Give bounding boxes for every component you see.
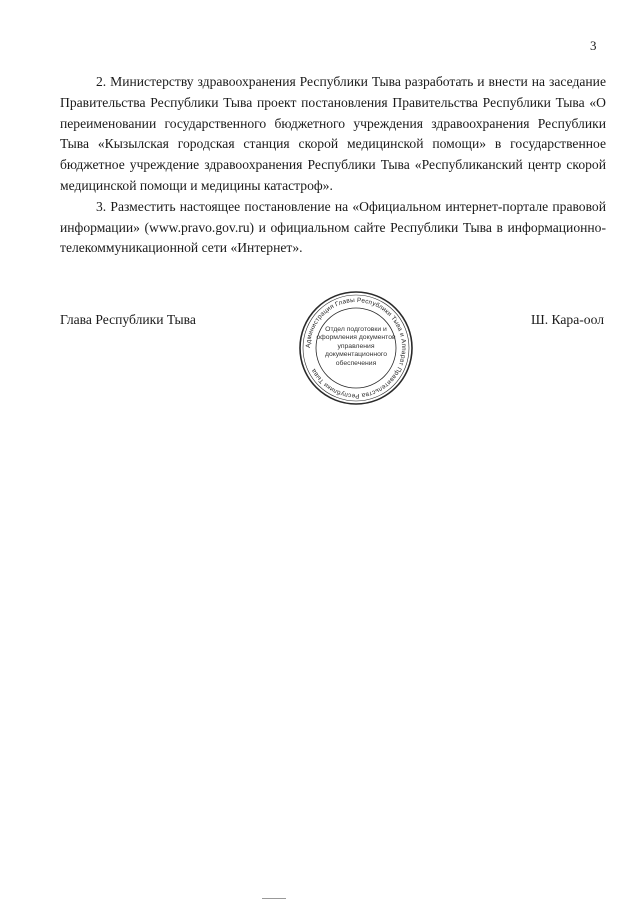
signer-title: Глава Республики Тыва	[60, 312, 196, 327]
official-stamp	[298, 290, 414, 406]
signer-name: Ш. Кара-оол	[531, 312, 604, 327]
paragraph-2: 2. Министерству здравоохранения Республики Тыва разработать и внести на заседание Правительства Республики Тыва проект постановления Правительства Республики Тыва «О переименовании государственного бюджетного учреждения здравоохранения Республики Тыва «Кызылская городская станция скорой медицинской помощи» в государственное бюджетное учреждение здравоохранения Республики Тыва «Республиканский центр скорой медицинской помощи и медицины катастроф».	[60, 74, 606, 193]
page-number: 3	[590, 38, 597, 53]
stamp-center-text: Отдел подготовки и оформления документов управления документационного обеспечения	[316, 326, 396, 367]
paragraph-3: 3. Разместить настоящее постановление на «Официальном интернет-портале правовой информации» (www.pravo.gov.ru) и официальном сайте Республики Тыва в информационно-телекоммуникационной сети «Интернет».	[60, 198, 606, 256]
stamp-ring-text: Администрация Главы Республики Тыва и Аппарат Правительства Республики Тыва	[304, 296, 408, 400]
document-body	[60, 72, 606, 259]
footer-mark	[262, 898, 286, 899]
